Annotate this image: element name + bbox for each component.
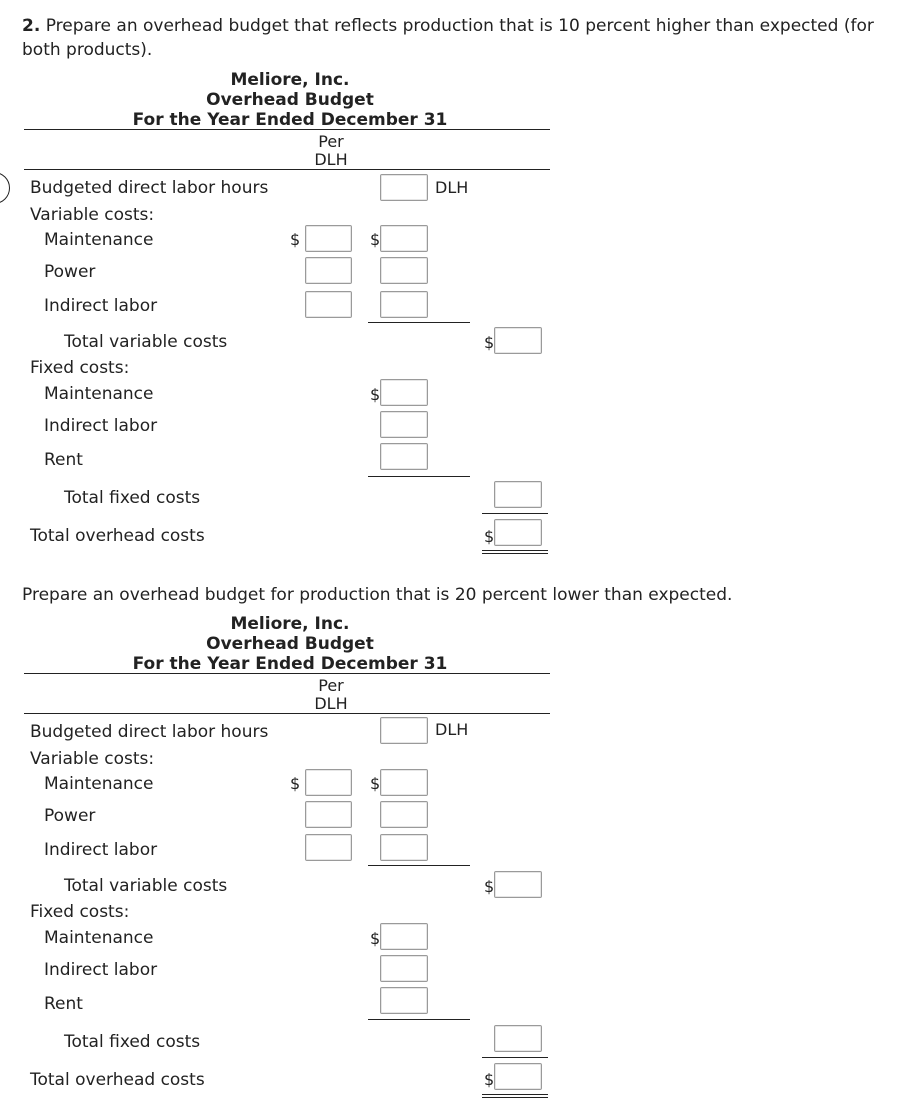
total-overhead-costs-input[interactable] — [494, 1063, 542, 1090]
var-indirect-labor-label: Indirect labor — [44, 840, 158, 860]
dlh-input[interactable] — [380, 717, 428, 744]
fix-rent-input[interactable] — [380, 987, 428, 1014]
variable-costs-heading: Variable costs: — [30, 749, 155, 769]
var-power-amount-input[interactable] — [380, 801, 428, 828]
var-power-label: Power — [44, 262, 96, 282]
col-header-dlh: DLH — [314, 150, 348, 169]
currency-symbol: $ — [290, 774, 301, 793]
var-power-label: Power — [44, 806, 96, 826]
fix-maintenance-input[interactable] — [380, 923, 428, 950]
double-rule-top — [482, 1094, 548, 1095]
var-indirect-labor-rate-input[interactable] — [305, 834, 352, 861]
total-fixed-costs-input[interactable] — [494, 1025, 542, 1052]
fix-indirect-labor-label: Indirect labor — [44, 416, 158, 436]
currency-symbol: $ — [290, 230, 301, 249]
total-rule — [482, 513, 548, 514]
subtotal-rule — [368, 1019, 470, 1020]
dlh-unit-label: DLH — [435, 720, 469, 739]
col-header-rule — [24, 169, 550, 170]
statement-period: For the Year Ended December 31 — [132, 110, 448, 130]
var-maintenance-amount-input[interactable] — [380, 769, 428, 796]
dlh-label: Budgeted direct labor hours — [30, 722, 269, 742]
fix-indirect-labor-input[interactable] — [380, 955, 428, 982]
header-rule — [24, 673, 550, 674]
var-maintenance-rate-input[interactable] — [305, 769, 352, 796]
var-maintenance-amount-input[interactable] — [380, 225, 428, 252]
col-header-rule — [24, 713, 550, 714]
var-maintenance-label: Maintenance — [44, 230, 154, 250]
total-overhead-costs-label: Total overhead costs — [30, 526, 205, 546]
var-maintenance-rate-input[interactable] — [305, 225, 352, 252]
col-header-dlh: DLH — [314, 694, 348, 713]
row-focus-marker — [0, 172, 10, 204]
fix-maintenance-label: Maintenance — [44, 384, 154, 404]
total-variable-costs-input[interactable] — [494, 327, 542, 354]
col-header-per: Per — [318, 132, 344, 151]
double-rule-bottom — [482, 553, 548, 554]
fixed-costs-heading: Fixed costs: — [30, 358, 130, 378]
subtotal-rule — [368, 865, 470, 866]
var-indirect-labor-rate-input[interactable] — [305, 291, 352, 318]
statement-title: Overhead Budget — [206, 634, 374, 654]
statement-title: Overhead Budget — [206, 90, 374, 110]
company-name: Meliore, Inc. — [230, 614, 350, 634]
total-variable-costs-label: Total variable costs — [64, 332, 228, 352]
var-indirect-labor-label: Indirect labor — [44, 296, 158, 316]
fix-maintenance-label: Maintenance — [44, 928, 154, 948]
var-indirect-labor-amount-input[interactable] — [380, 834, 428, 861]
fix-rent-label: Rent — [44, 994, 83, 1014]
dlh-input[interactable] — [380, 174, 428, 201]
header-rule — [24, 129, 550, 130]
fix-indirect-labor-label: Indirect labor — [44, 960, 158, 980]
variable-costs-heading: Variable costs: — [30, 205, 155, 225]
statement-period: For the Year Ended December 31 — [132, 654, 448, 674]
total-rule — [482, 1057, 548, 1058]
total-variable-costs-input[interactable] — [494, 871, 542, 898]
var-indirect-labor-amount-input[interactable] — [380, 291, 428, 318]
question-number: 2. — [22, 16, 41, 36]
fixed-costs-heading: Fixed costs: — [30, 902, 130, 922]
company-name: Meliore, Inc. — [230, 70, 350, 90]
double-rule-bottom — [482, 1097, 548, 1098]
var-power-rate-input[interactable] — [305, 801, 352, 828]
total-overhead-costs-input[interactable] — [494, 519, 542, 546]
total-fixed-costs-label: Total fixed costs — [64, 1032, 201, 1052]
var-power-amount-input[interactable] — [380, 257, 428, 284]
total-fixed-costs-label: Total fixed costs — [64, 488, 201, 508]
total-fixed-costs-input[interactable] — [494, 481, 542, 508]
subtotal-rule — [368, 476, 470, 477]
question-prompt — [22, 14, 902, 62]
question-prompt-part2: Prepare an overhead budget for production that is 20 percent lower than expected. — [22, 585, 733, 605]
double-rule-top — [482, 550, 548, 551]
col-header-per: Per — [318, 676, 344, 695]
currency-symbol: $ — [484, 527, 495, 546]
currency-symbol: $ — [484, 1070, 495, 1089]
dlh-unit-label: DLH — [435, 178, 469, 197]
currency-symbol: $ — [370, 385, 381, 404]
fix-rent-input[interactable] — [380, 443, 428, 470]
subtotal-rule — [368, 322, 470, 323]
total-overhead-costs-label: Total overhead costs — [30, 1070, 205, 1090]
dlh-label: Budgeted direct labor hours — [30, 178, 269, 198]
currency-symbol: $ — [370, 230, 381, 249]
currency-symbol: $ — [370, 929, 381, 948]
total-variable-costs-label: Total variable costs — [64, 876, 228, 896]
question-text: Prepare an overhead budget that reflects production that is 10 percent higher than expected (for both products). — [22, 16, 874, 60]
fix-rent-label: Rent — [44, 450, 83, 470]
var-maintenance-label: Maintenance — [44, 774, 154, 794]
currency-symbol: $ — [370, 774, 381, 793]
var-power-rate-input[interactable] — [305, 257, 352, 284]
currency-symbol: $ — [484, 877, 495, 896]
fix-indirect-labor-input[interactable] — [380, 411, 428, 438]
currency-symbol: $ — [484, 333, 495, 352]
fix-maintenance-input[interactable] — [380, 379, 428, 406]
